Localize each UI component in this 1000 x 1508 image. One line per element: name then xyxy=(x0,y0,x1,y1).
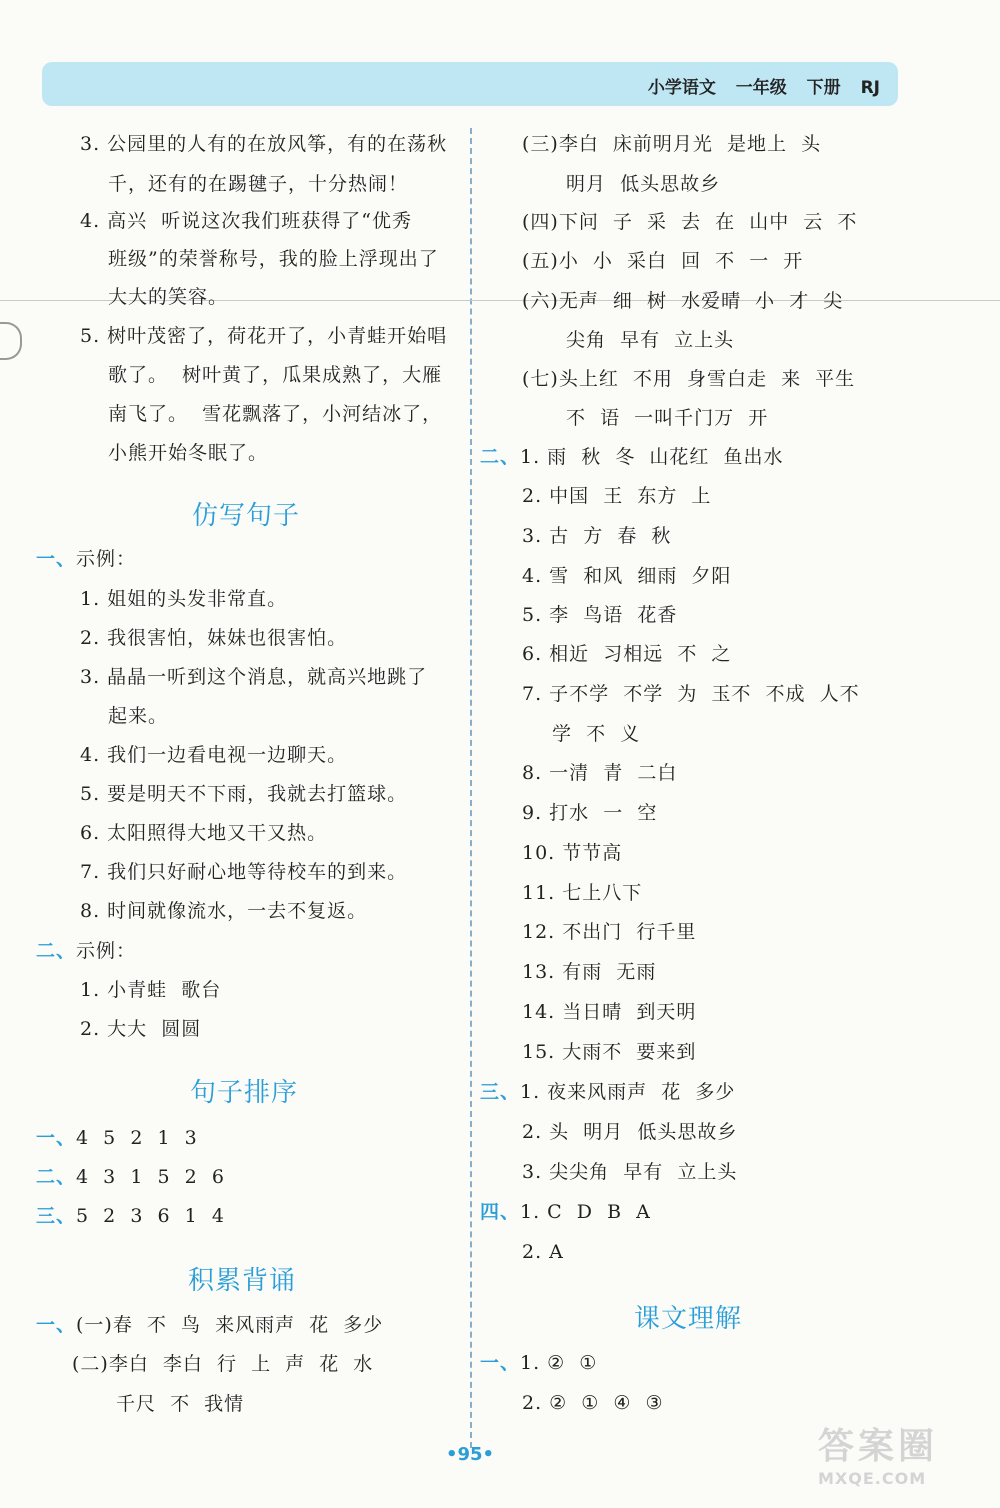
answer-line: 6. 太阳照得大地又干又热。 xyxy=(80,822,328,844)
section-marker: 一、 xyxy=(36,1314,77,1336)
answer-line: 3. 晶晶一听到这个消息，就高兴地跳了 xyxy=(80,666,428,688)
answer-line: 学 不 义 xyxy=(552,723,641,745)
answer-line: 不 语 一叫千门万 开 xyxy=(566,407,769,429)
section-marker: 三、 xyxy=(480,1081,521,1103)
answer-line: 4. 我们一边看电视一边聊天。 xyxy=(80,744,348,766)
answer-line: 9. 打水 一 空 xyxy=(522,802,658,824)
answer-line: 尖角 早有 立上头 xyxy=(566,329,735,351)
book-title: 小学语文 一年级 下册 RJ xyxy=(647,78,880,98)
answer-line: 7. 我们只好耐心地等待校车的到来。 xyxy=(80,861,408,883)
answer-line: 四、1. C D B A xyxy=(480,1201,651,1223)
section-marker: 二、 xyxy=(36,1166,77,1188)
answer-line: 7. 子不学 不学 为 玉不 不成 人不 xyxy=(522,683,860,705)
section-marker: 二、 xyxy=(480,446,521,468)
answer-line: (三)李白 床前明月光 是地上 头 xyxy=(522,133,822,155)
header-band xyxy=(42,62,898,106)
answer-line: 2. ② ① ④ ③ xyxy=(522,1392,664,1414)
section-marker: 一、 xyxy=(36,548,77,570)
answer-line: (五)小 小 采白 回 不 一 开 xyxy=(522,250,804,272)
answer-line: 2. 头 明月 低头思故乡 xyxy=(522,1121,738,1143)
answer-line: 2. 大大 圆圆 xyxy=(80,1018,202,1040)
section-marker: 三、 xyxy=(36,1205,77,1227)
watermark xyxy=(818,1418,993,1498)
watermark-url: MXQE.COM xyxy=(818,1469,927,1488)
answer-line: 4. 雪 和风 细雨 夕阳 xyxy=(522,565,732,587)
answer-line: 5. 树叶茂密了，荷花开了，小青蛙开始唱 xyxy=(80,325,448,347)
answer-line: 三、5 2 3 6 1 4 xyxy=(36,1205,225,1227)
answer-line: 13. 有雨 无雨 xyxy=(522,961,657,983)
answer-line: 2. 中国 王 东方 上 xyxy=(522,485,712,507)
answer-line: 起来。 xyxy=(108,705,169,727)
answer-line: 5. 李 鸟语 花香 xyxy=(522,604,678,626)
answer-line: 12. 不出门 行千里 xyxy=(522,921,697,943)
answer-line: 一、(一)春 不 鸟 来风雨声 花 多少 xyxy=(36,1314,384,1336)
section-title-jilei: 积累背诵 xyxy=(188,1266,297,1296)
answer-line: 5. 要是明天不下雨，我就去打篮球。 xyxy=(80,783,408,805)
answer-line: 11. 七上八下 xyxy=(522,882,643,904)
answer-line: 二、1. 雨 秋 冬 山花红 鱼出水 xyxy=(480,446,784,468)
answer-line: 4. 高兴 听说这次我们班获得了“优秀 xyxy=(80,210,412,232)
section-title-fangxie: 仿写句子 xyxy=(192,501,301,531)
answer-line: 班级”的荣誉称号，我的脸上浮现出了 xyxy=(108,248,439,270)
answer-line: (二)李白 李白 行 上 声 花 水 xyxy=(72,1353,374,1375)
answer-line: 1. 小青蛙 歌台 xyxy=(80,979,222,1001)
binding-ring-icon xyxy=(0,322,22,360)
answer-line: 10. 节节高 xyxy=(522,842,623,864)
section-marker: 四、 xyxy=(480,1201,521,1223)
section-marker: 一、 xyxy=(480,1352,521,1374)
answer-line: (七)头上红 不用 身雪白走 来 平生 xyxy=(522,368,856,390)
answer-line: 一、4 5 2 1 3 xyxy=(36,1127,198,1149)
answer-line: 3. 古 方 春 秋 xyxy=(522,525,672,547)
answer-line: 2. 我很害怕，妹妹也很害怕。 xyxy=(80,627,348,649)
answer-line: 一、示例： xyxy=(36,548,137,570)
answer-line: 8. 一清 青 二白 xyxy=(522,762,678,784)
section-title-kewen: 课文理解 xyxy=(634,1304,743,1334)
section-marker: 一、 xyxy=(36,1127,77,1149)
watermark-logo-text: 答案圈 xyxy=(818,1426,939,1467)
answer-line: 二、4 3 1 5 2 6 xyxy=(36,1166,225,1188)
answer-line: 8. 时间就像流水，一去不复返。 xyxy=(80,900,368,922)
answer-line: 3. 公园里的人有的在放风筝，有的在荡秋 xyxy=(80,133,448,155)
answer-line: 6. 相近 习相远 不 之 xyxy=(522,643,732,665)
answer-line: 大大的笑容。 xyxy=(108,286,229,308)
answer-line: 三、1. 夜来风雨声 花 多少 xyxy=(480,1081,736,1103)
answer-line: (六)无声 细 树 水爱晴 小 才 尖 xyxy=(522,290,844,312)
answer-line: 2. A xyxy=(522,1241,564,1263)
section-title-paixu: 句子排序 xyxy=(190,1078,299,1108)
answer-line: 14. 当日晴 到天明 xyxy=(522,1001,697,1023)
answer-line: 千，还有的在踢毽子，十分热闹！ xyxy=(108,173,409,195)
answer-line: 15. 大雨不 要来到 xyxy=(522,1041,697,1063)
answer-line: 1. 姐姐的头发非常直。 xyxy=(80,588,288,610)
answer-line: 二、示例： xyxy=(36,940,137,962)
answer-line: 千尺 不 我情 xyxy=(116,1393,245,1415)
answer-line: 小熊开始冬眠了。 xyxy=(108,442,269,464)
answer-line: 一、1. ② ① xyxy=(480,1352,598,1374)
column-divider xyxy=(470,128,472,1448)
answer-line: 3. 尖尖角 早有 立上头 xyxy=(522,1161,738,1183)
answer-line: 歌了。 树叶黄了，瓜果成熟了，大雁 xyxy=(108,364,443,386)
page-number: •95• xyxy=(445,1444,495,1465)
answer-line: 明月 低头思故乡 xyxy=(566,173,721,195)
answer-line: (四)下问 子 采 去 在 山中 云 不 xyxy=(522,211,858,233)
answer-line: 南飞了。 雪花飘落了，小河结冰了， xyxy=(108,403,443,425)
section-marker: 二、 xyxy=(36,940,77,962)
